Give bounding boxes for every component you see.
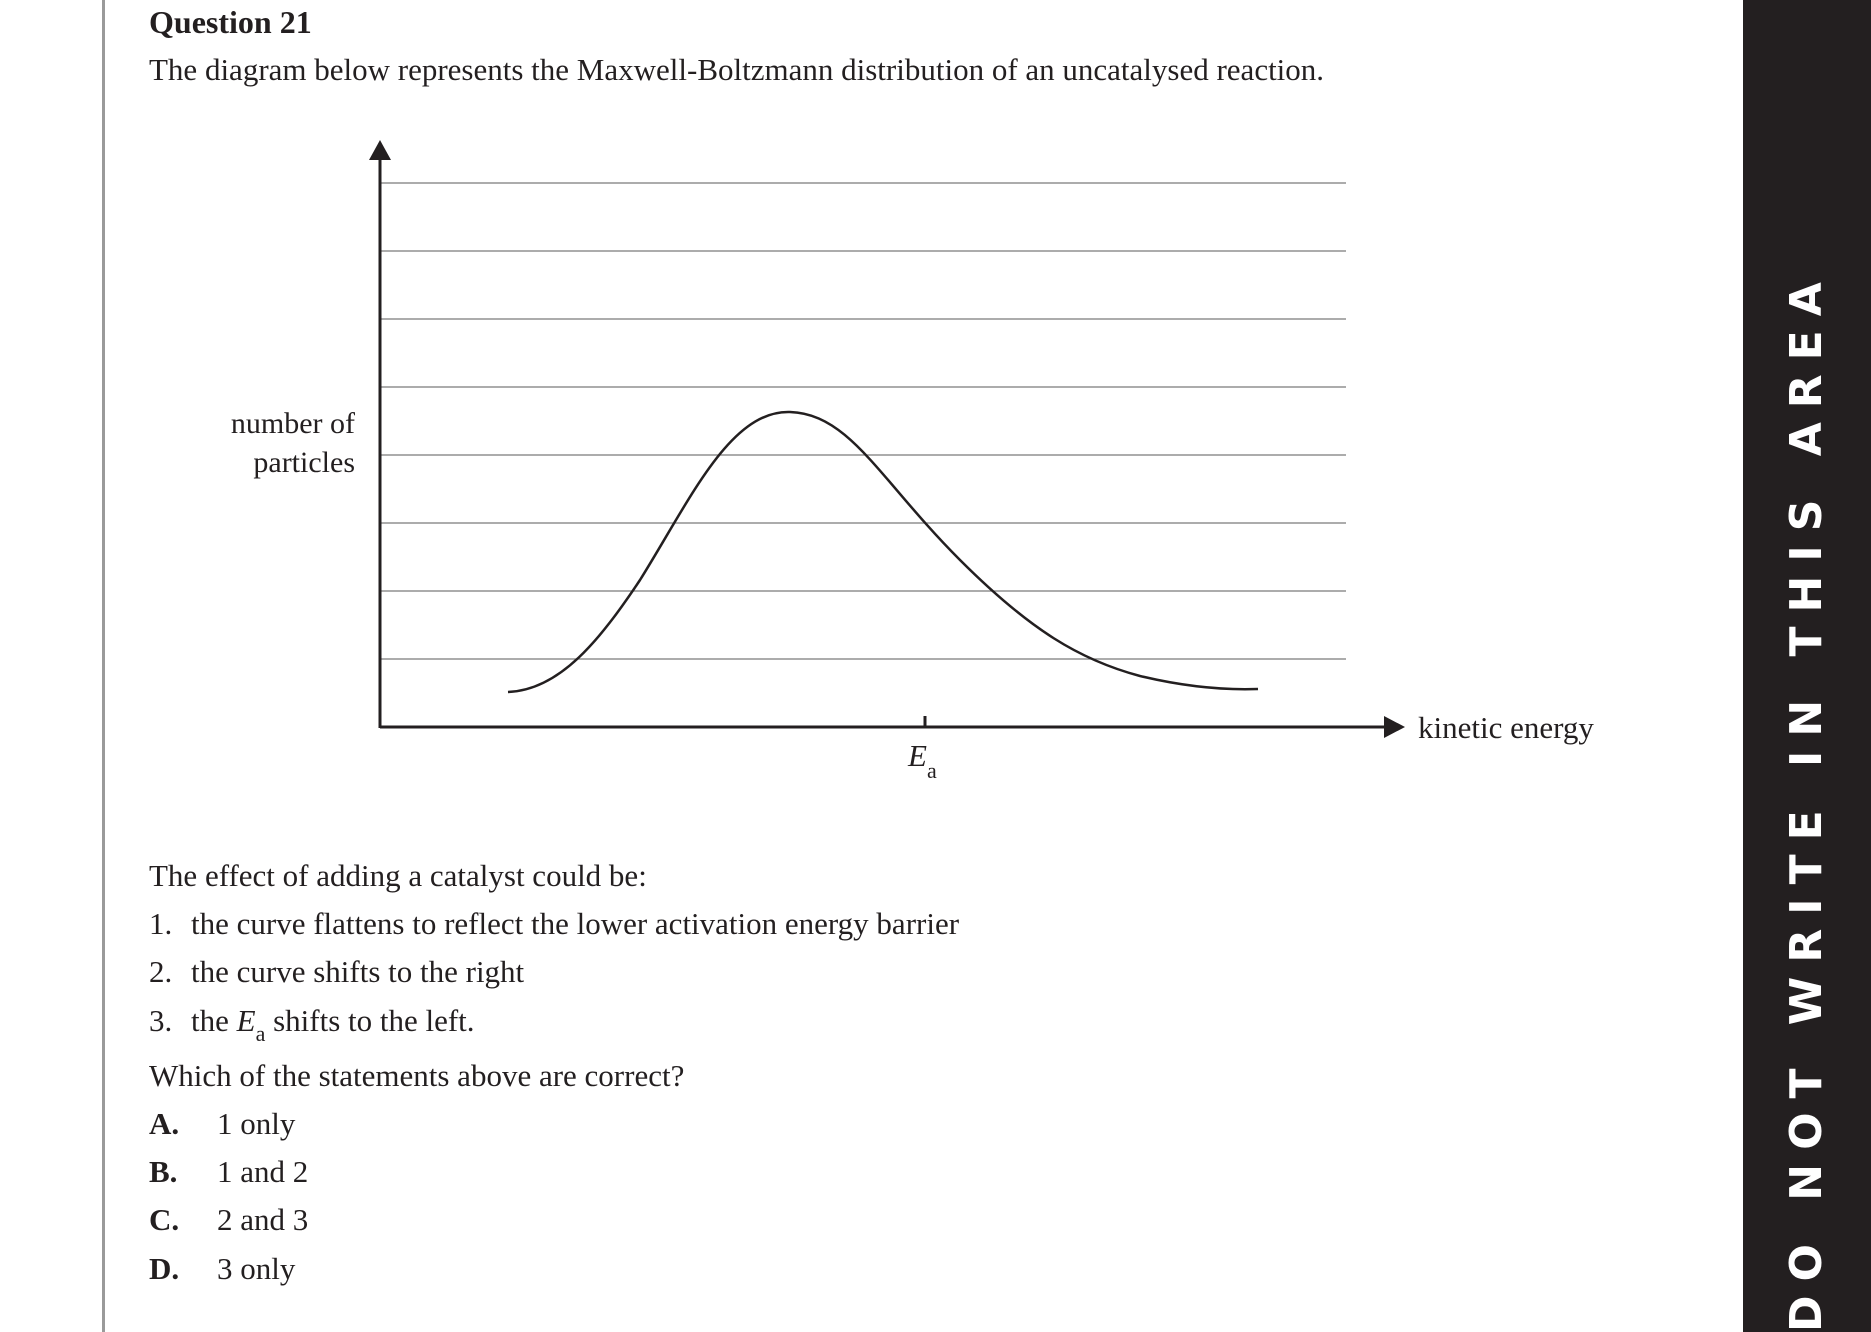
do-not-write-margin [1743, 0, 1871, 1332]
ea-label [908, 738, 937, 783]
option-b[interactable] [149, 1154, 308, 1190]
statement-1 [149, 906, 959, 942]
statement-3 [149, 1003, 475, 1046]
ea-subscript: a [926, 758, 937, 783]
option-text: 1 and 2 [217, 1154, 309, 1189]
statement-text: the curve shifts to the right [191, 954, 525, 989]
option-letter: C. [149, 1202, 180, 1237]
ea-subscript: a [255, 1021, 266, 1046]
statement-number: 3. [149, 1003, 173, 1038]
question-title: Question 21 [149, 4, 312, 40]
question-prompt: Which of the statements above are correct? [149, 1058, 685, 1093]
statement-text: the curve flattens to reflect the lower activation energy barrier [191, 906, 960, 941]
y-axis-label-line2: particles [253, 446, 355, 479]
option-text: 3 only [217, 1251, 296, 1286]
ea-symbol: E [236, 1003, 256, 1038]
catalyst-lead: The effect of adding a catalyst could be: [149, 858, 647, 893]
option-a[interactable] [149, 1106, 295, 1142]
margin-warning-text: DO NOT WRITE IN THIS AREA [1781, 268, 1832, 1332]
statement-2 [149, 954, 524, 990]
y-axis-label [180, 404, 355, 482]
y-axis-arrowhead [369, 140, 391, 160]
y-axis-label-line1: number of [230, 407, 355, 440]
statement-number: 2. [149, 954, 173, 989]
grid-lines [380, 183, 1346, 659]
distribution-curve [508, 412, 1258, 692]
option-text: 1 only [217, 1106, 296, 1141]
option-letter: B. [149, 1154, 178, 1189]
option-d[interactable] [149, 1251, 295, 1287]
statement-number: 1. [149, 906, 173, 941]
x-axis-label: kinetic energy [1418, 710, 1594, 745]
statement-text-pre: the [191, 1003, 237, 1038]
option-letter: A. [149, 1106, 180, 1141]
x-axis-arrowhead [1384, 716, 1405, 738]
option-c[interactable] [149, 1202, 308, 1238]
question-intro: The diagram below represents the Maxwell-Boltzmann distribution of an uncatalysed reaction. [149, 52, 1325, 87]
statement-text-post: shifts to the left. [265, 1003, 475, 1038]
option-text: 2 and 3 [217, 1202, 309, 1237]
ea-symbol: E [908, 738, 927, 773]
option-letter: D. [149, 1251, 180, 1286]
